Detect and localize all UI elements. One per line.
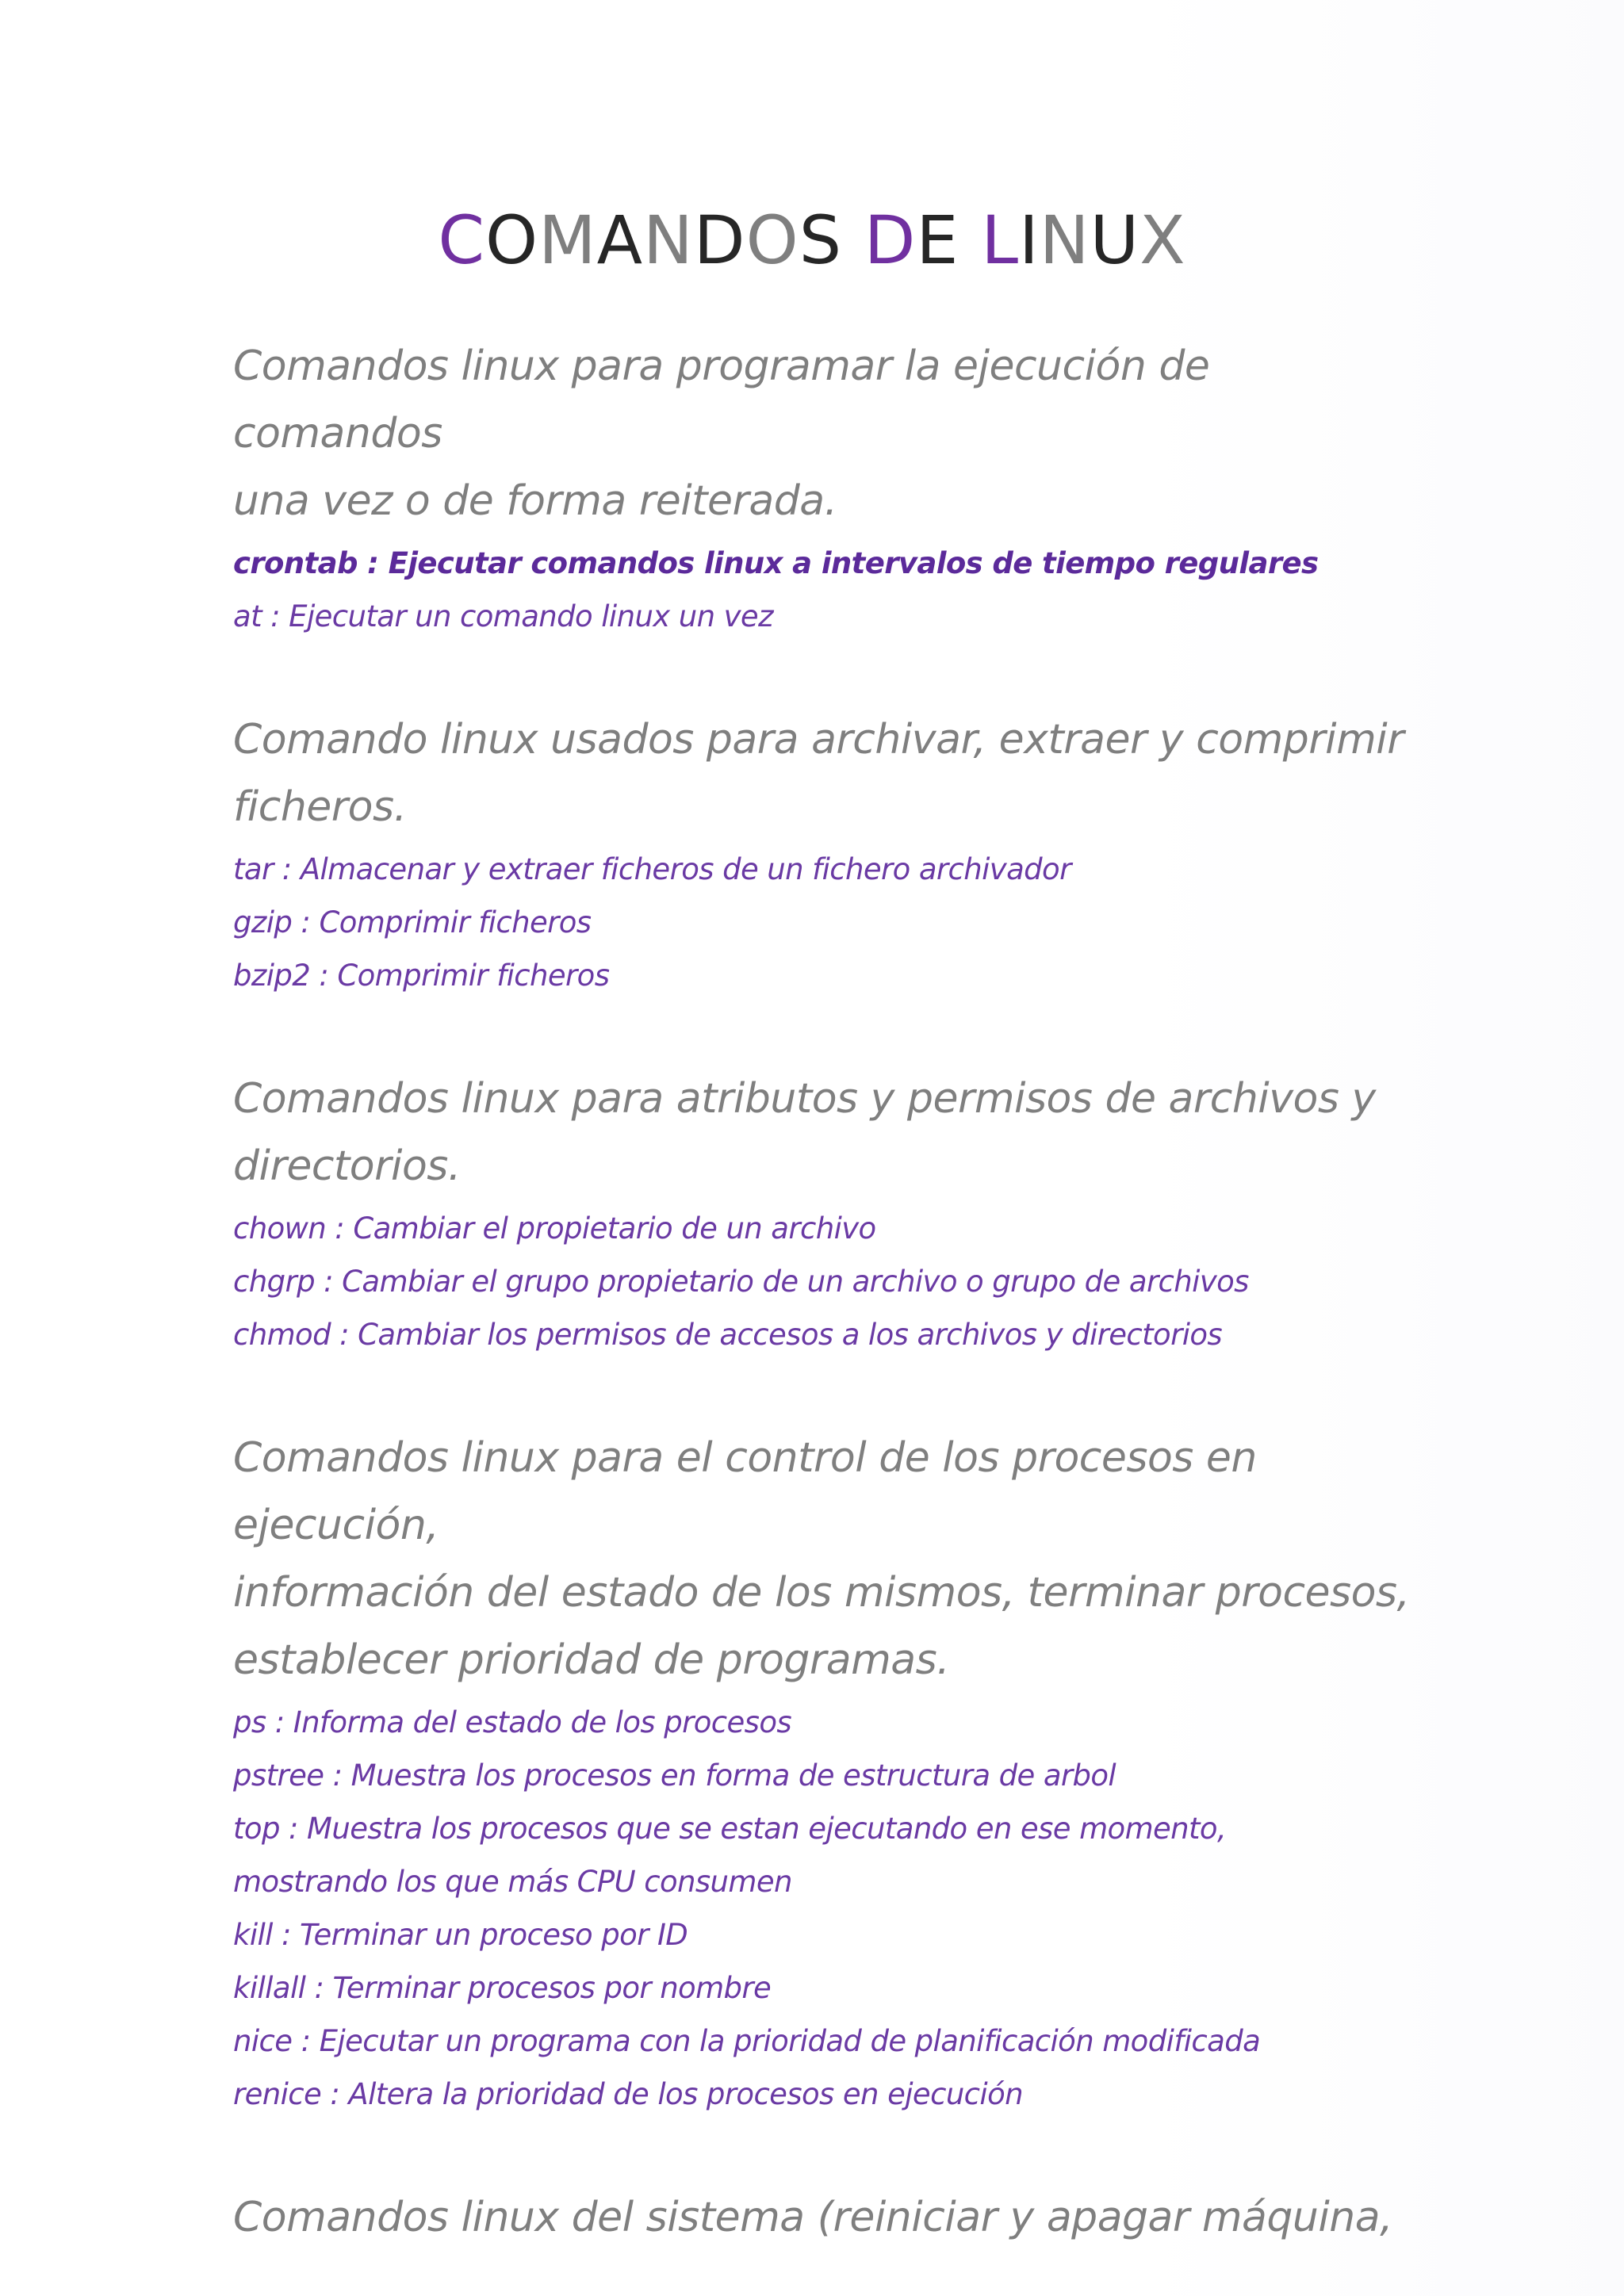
command-item: tar : Almacenar y extraer ficheros de un fichero archivador [233, 852, 1071, 886]
title-letter: X [1139, 201, 1186, 279]
section-heading: Comandos linux para atributos y permisos de archivos y [233, 1075, 1376, 1123]
command-section [233, 2184, 1423, 2252]
command-item: mostrando los que más CPU consumen [233, 1865, 792, 1899]
section-heading: una vez o de forma reiterada. [233, 477, 837, 525]
command-item: kill : Terminar un proceso por ID [233, 1918, 688, 1952]
section-gap [233, 2121, 1423, 2184]
command-item: renice : Altera la prioridad de los procesos en ejecución [233, 2077, 1023, 2111]
section-heading: directorios. [233, 1142, 461, 1190]
title-letter: I [1019, 201, 1040, 279]
title-letter: M [538, 201, 597, 279]
title-letter: D [693, 201, 746, 279]
command-item: killall : Terminar procesos por nombre [233, 1971, 772, 2005]
command-item: chown : Cambiar el propietario de un archivo [233, 1211, 876, 1246]
title-letter: L [981, 201, 1020, 279]
title-letter: O [745, 201, 799, 279]
title-letter: C [438, 201, 485, 279]
title-letter: N [1039, 201, 1090, 279]
title-letter: N [643, 201, 694, 279]
command-item: ps : Informa del estado de los procesos [233, 1705, 792, 1739]
command-item: crontab : Ejecutar comandos linux a intervalos de tiempo regulares [233, 546, 1319, 580]
section-heading: ficheros. [233, 783, 407, 831]
section-gap [233, 1361, 1423, 1425]
title-letter: A [596, 201, 644, 279]
command-item: nice : Ejecutar un programa con la prioridad de planificación modificada [233, 2024, 1261, 2058]
command-section [233, 706, 1423, 1002]
section-gap [233, 643, 1423, 706]
command-item: top : Muestra los procesos que se estan ejecutando en ese momento, [233, 1812, 1227, 1846]
command-item: pstree : Muestra los procesos en forma de estructura de arbol [233, 1758, 1116, 1793]
title-letter: E [916, 201, 959, 279]
section-gap [233, 1002, 1423, 1066]
title-letter: U [1090, 201, 1140, 279]
command-item: bzip2 : Comprimir ficheros [233, 959, 610, 993]
command-section [233, 1425, 1423, 2121]
command-section [233, 1066, 1423, 1361]
command-section [233, 333, 1423, 643]
title-letter: S [799, 201, 843, 279]
document-body [233, 333, 1423, 2252]
title-letter [842, 201, 864, 279]
title-letter: D [864, 201, 917, 279]
command-item: gzip : Comprimir ficheros [233, 905, 592, 939]
section-heading: información del estado de los mismos, terminar procesos, [233, 1569, 1410, 1617]
section-heading: Comandos linux para programar la ejecución de comandos [233, 342, 1210, 457]
command-item: chmod : Cambiar los permisos de accesos a los archivos y directorios [233, 1318, 1223, 1352]
title-letter: O [485, 201, 539, 279]
section-heading: Comandos linux para el control de los procesos en ejecución, [233, 1434, 1257, 1549]
command-item: at : Ejecutar un comando linux un vez [233, 599, 773, 633]
section-heading: establecer prioridad de programas. [233, 1636, 950, 1684]
section-heading: Comandos linux del sistema (reiniciar y apagar máquina, [233, 2194, 1393, 2241]
page-title [0, 197, 1624, 284]
command-item: chgrp : Cambiar el grupo propietario de un archivo o grupo de archivos [233, 1265, 1249, 1299]
title-letter [959, 201, 982, 279]
section-heading: Comando linux usados para archivar, extraer y comprimir [233, 716, 1404, 763]
